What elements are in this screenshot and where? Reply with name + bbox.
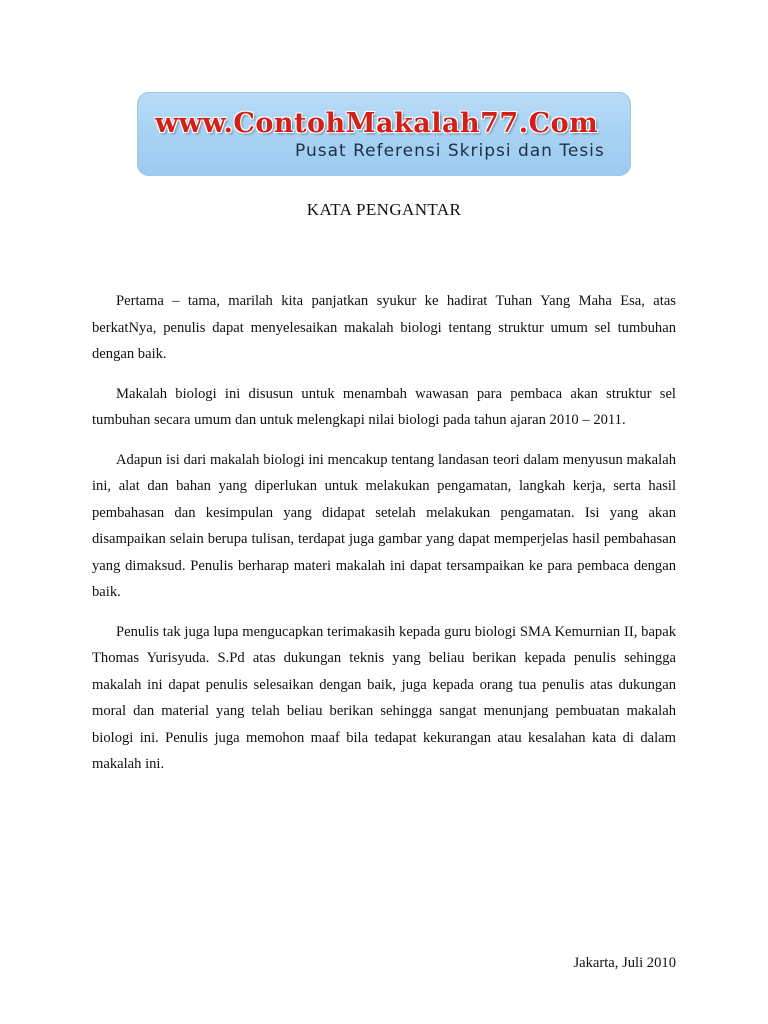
banner-title: www.ContohMakalah77.Com	[155, 108, 599, 139]
document-body	[92, 288, 676, 791]
paragraph-2: Makalah biologi ini disusun untuk menambah wawasan para pembaca akan struktur sel tumbuhan secara umum dan untuk melengkapi nilai biologi pada tahun ajaran 2010 – 2011.	[92, 385, 676, 428]
site-banner	[137, 92, 631, 176]
paragraph-1: Pertama – tama, marilah kita panjatkan syukur ke hadirat Tuhan Yang Maha Esa, atas berkatNya, penulis dapat menyelesaikan makalah biologi tentang struktur umum sel tumbuhan dengan baik.	[92, 293, 676, 362]
banner-subtitle: Pusat Referensi Skripsi dan Tesis	[295, 141, 605, 161]
page-title: KATA PENGANTAR	[306, 200, 462, 219]
paragraph-4: Penulis tak juga lupa mengucapkan terimakasih kepada guru biologi SMA Kemurnian II, bapak Thomas Yurisyuda. S.Pd atas dukungan teknis yang beliau berikan kepada penulis sehingga makalah ini dapat penulis selesaikan dengan baik, juga kepada orang tua penulis atas dukungan moral dan material yang telah beliau berikan sehingga sangat menunjang pembuatan makalah biologi ini. Penulis juga memohon maaf bila tedapat kekurangan atau kesalahan kata di dalam makalah ini.	[92, 623, 676, 772]
paragraph-3: Adapun isi dari makalah biologi ini mencakup tentang landasan teori dalam menyusun makalah ini, alat dan bahan yang diperlukan untuk melakukan pengamatan, langkah kerja, serta hasil pembahasan dan kesimpulan yang didapat setelah melakukan pengamatan. Isi yang akan disampaikan selain berupa tulisan, terdapat juga gambar yang dapat memperjelas hasil pembahasan yang dimaksud. Penulis berharap materi makalah ini dapat tersampaikan ke para pembaca dengan baik.	[92, 451, 676, 600]
closing-place-date: Jakarta, Juli 2010	[573, 955, 676, 971]
